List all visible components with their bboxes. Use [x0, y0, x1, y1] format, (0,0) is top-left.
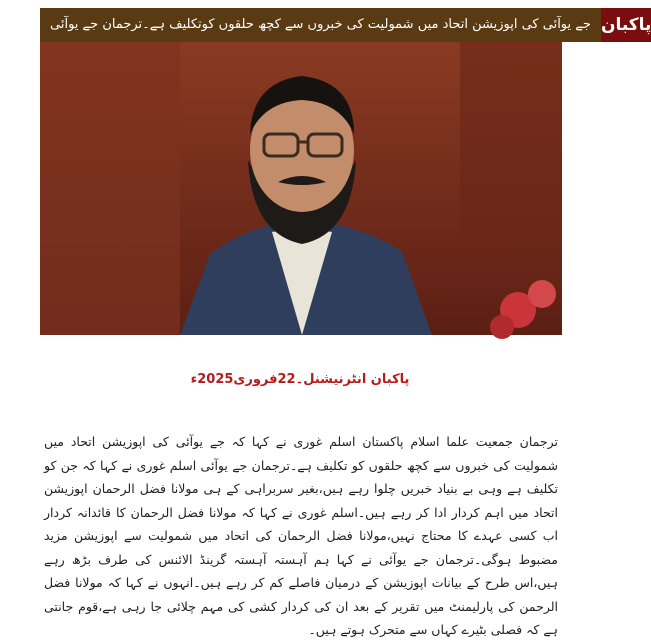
- headline-bar: [40, 8, 651, 42]
- headline-text[interactable]: جے یوآئی کی اپوزیشن اتحاد میں شمولیت کی خبروں سے کچھ حلقوں کوتکلیف ہے۔ترجمان جے یوآئی: [40, 8, 601, 42]
- news-photo: [40, 42, 562, 335]
- article-body: [44, 430, 558, 642]
- article-paragraph: ترجمان جمعیت علما اسلام پاکستان اسلم غوری نے کہا کہ جے یوآئی کی اپوزیشن اتحاد میں شمولیت کی خبروں سے کچھ حلقوں کو تکلیف ہے۔ترجمان جے یوآئی اسلم غوری نے کہا کہ جن کو تکلیف ہے وہی بے بنیاد خبریں چلوا رہے ہیں،بغیر سربراہی کے ہی مولانا فضل الرحمان اپوزیشن اتحاد میں اہم کردار ادا کر رہے ہیں۔اسلم غوری نے کہا کہ مولانا فضل الرحمان کا قائدانہ کردار اب کسی عہدے کا محتاج نہیں،مولانا فضل الرحمان کی اتحاد میں شمولیت سے اپوزیشن مزید مضبوط ہوگی۔ترجمان جے یوآئی نے کہا ہم آہستہ آہستہ گرینڈ الائنس کی طرف بڑھ رہے ہیں،اس طرح کے بیانات اپوزیشن کے درمیان فاصلے کم کر رہے ہیں۔انہوں نے کہا کہ مولانا فضل الرحمن کی پارلیمنٹ میں تقریر کے بعد ان کی کردار کشی کی مہم چلائی جا رہی ہے،قوم جانتی ہے کہ فصلی بٹیرے کہاں سے متحرک ہوتے ہیں۔: [44, 434, 558, 637]
- dateline: پاکبان انٹرنیشنل۔22فروری2025ء: [190, 372, 410, 387]
- brand-logo: پاکبان: [601, 8, 651, 42]
